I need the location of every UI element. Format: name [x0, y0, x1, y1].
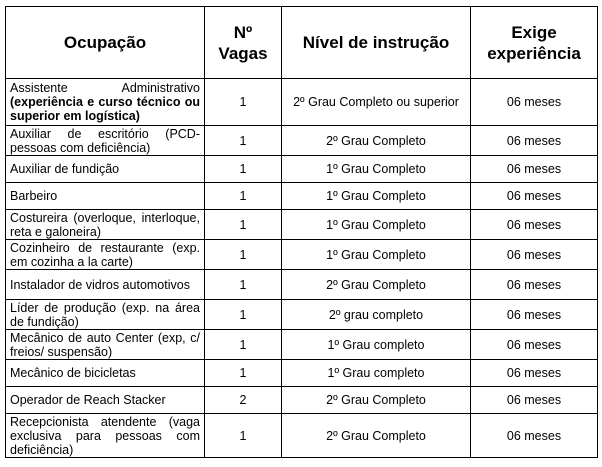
experience-cell: 06 meses: [471, 387, 598, 414]
occupation-cell: Costureira (overloque, interloque, reta e galoneira): [6, 210, 205, 240]
vacancies-cell: 1: [205, 126, 282, 156]
occupation-cell: [6, 79, 205, 126]
vacancies-cell: 1: [205, 210, 282, 240]
occupation-cell: Mecânico de bicicletas: [6, 360, 205, 387]
experience-cell: 06 meses: [471, 300, 598, 330]
table-row: [6, 126, 598, 156]
education-cell: 2º Grau Completo ou superior: [282, 79, 471, 126]
education-cell: 2º grau completo: [282, 300, 471, 330]
job-openings-table: [5, 6, 598, 458]
table-row: [6, 79, 598, 126]
vacancies-cell: 1: [205, 360, 282, 387]
education-cell: 1º Grau Completo: [282, 210, 471, 240]
table-row: [6, 156, 598, 183]
education-cell: 2º Grau Completo: [282, 126, 471, 156]
vacancies-cell: 1: [205, 79, 282, 126]
occupation-cell: Líder de produção (exp. na área de fundição): [6, 300, 205, 330]
occupation-cell: Barbeiro: [6, 183, 205, 210]
experience-cell: 06 meses: [471, 360, 598, 387]
table-row: [6, 300, 598, 330]
occupation-cell: Instalador de vidros automotivos: [6, 270, 205, 300]
occupation-text: Assistente Administrativo: [10, 81, 200, 95]
table-row: [6, 387, 598, 414]
header-experience: [471, 7, 598, 79]
experience-cell: 06 meses: [471, 240, 598, 270]
education-cell: 1º Grau completo: [282, 330, 471, 360]
occupation-cell: Mecânico de auto Center (exp, c/ freios/ suspensão): [6, 330, 205, 360]
vacancies-cell: 1: [205, 330, 282, 360]
header-experience-line1: Exige: [511, 22, 557, 42]
experience-cell: 06 meses: [471, 79, 598, 126]
vacancies-cell: 1: [205, 414, 282, 458]
header-vacancies-line2: Vagas: [218, 43, 268, 63]
header-education: Nível de instrução: [282, 7, 471, 79]
table-row: [6, 240, 598, 270]
education-cell: 2º Grau Completo: [282, 270, 471, 300]
occupation-cell: Operador de Reach Stacker: [6, 387, 205, 414]
vacancies-cell: 1: [205, 156, 282, 183]
vacancies-cell: 1: [205, 183, 282, 210]
header-vacancies: [205, 7, 282, 79]
experience-cell: 06 meses: [471, 126, 598, 156]
experience-cell: 06 meses: [471, 414, 598, 458]
education-cell: 2º Grau Completo: [282, 387, 471, 414]
occupation-cell: Auxiliar de fundição: [6, 156, 205, 183]
table-row: [6, 210, 598, 240]
education-cell: 2º Grau Completo: [282, 414, 471, 458]
occupation-cell: Recepcionista atendente (vaga exclusiva para pessoas com deficiência): [6, 414, 205, 458]
vacancies-cell: 1: [205, 240, 282, 270]
experience-cell: 06 meses: [471, 270, 598, 300]
header-vacancies-line1: Nº: [233, 22, 253, 42]
education-cell: 1º Grau Completo: [282, 183, 471, 210]
header-occupation: Ocupação: [6, 7, 205, 79]
occupation-cell: Cozinheiro de restaurante (exp. em cozinha a la carte): [6, 240, 205, 270]
experience-cell: 06 meses: [471, 210, 598, 240]
experience-cell: 06 meses: [471, 330, 598, 360]
education-cell: 1º Grau Completo: [282, 240, 471, 270]
vacancies-cell: 2: [205, 387, 282, 414]
vacancies-cell: 1: [205, 300, 282, 330]
header-experience-line2: experiência: [487, 43, 581, 63]
table-row: [6, 183, 598, 210]
education-cell: 1º Grau Completo: [282, 156, 471, 183]
vacancies-cell: 1: [205, 270, 282, 300]
table-row: [6, 414, 598, 458]
experience-cell: 06 meses: [471, 156, 598, 183]
experience-cell: 06 meses: [471, 183, 598, 210]
occupation-bold-note: (experiência e curso técnico ou superior em logística): [10, 95, 200, 123]
education-cell: 1º Grau completo: [282, 360, 471, 387]
table-header-row: [6, 7, 598, 79]
table-row: [6, 270, 598, 300]
occupation-cell: Auxiliar de escritório (PCD-pessoas com deficiência): [6, 126, 205, 156]
table-row: [6, 330, 598, 360]
table-row: [6, 360, 598, 387]
